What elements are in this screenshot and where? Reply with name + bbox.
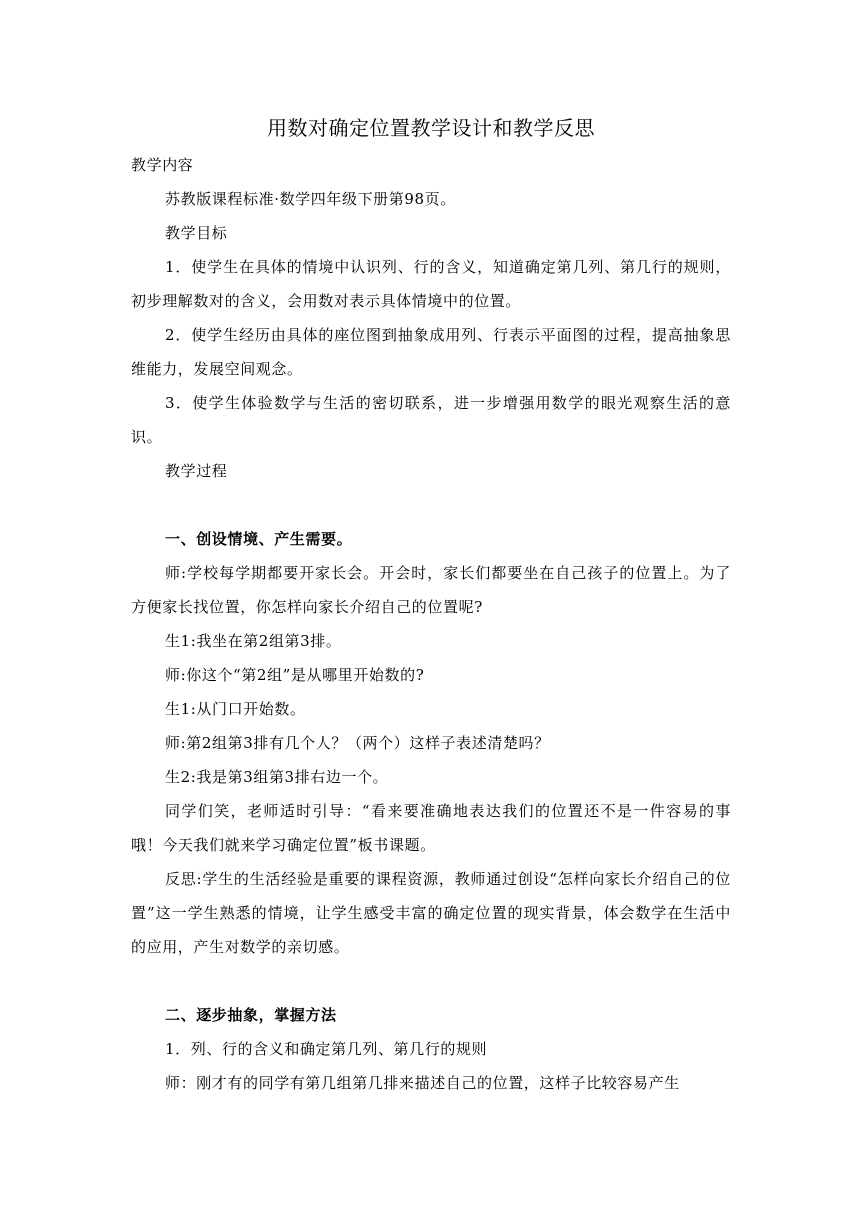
heading-part-2: 二、逐步抽象，掌握方法 xyxy=(165,1006,337,1024)
paragraph: 师:第2组第3排有几个人？（两个）这样子表述清楚吗？ xyxy=(165,734,550,752)
reflection-paragraph: 反思:学生的生活经验是重要的课程资源，教师通过创设“怎样向家长介绍自己的位置”这一学生熟悉的情境，让学生感受丰富的确定位置的现实背景，体会数学在生活中的应用，产生对数学的亲切感。 xyxy=(131,870,731,956)
document-title: 用数对确定位置教学设计和教学反思 xyxy=(267,116,595,140)
paragraph: 师:学校每学期都要开家长会。开会时，家长们都要坐在自己孩子的位置上。为了方便家长找位置，你怎样向家长介绍自己的位置呢? xyxy=(131,564,731,616)
objective-3: 3．使学生体验数学与生活的密切联系，进一步增强用数学的眼光观察生活的意识。 xyxy=(131,394,731,446)
objective-2: 2．使学生经历由具体的座位图到抽象成用列、行表示平面图的过程，提高抽象思维能力，发展空间观念。 xyxy=(131,326,731,378)
heading-part-1: 一、创设情境、产生需要。 xyxy=(165,530,353,548)
objective-1: 1．使学生在具体的情境中认识列、行的含义，知道确定第几列、第几行的规则，初步理解数对的含义，会用数对表示具体情境中的位置。 xyxy=(131,258,731,310)
subheading: 1．列、行的含义和确定第几列、第几行的规则 xyxy=(165,1040,488,1058)
section-label-process: 教学过程 xyxy=(165,462,228,480)
paragraph: 师:你这个“第2组”是从哪里开始数的? xyxy=(165,666,425,684)
paragraph: 生2:我是第3组第3排右边一个。 xyxy=(165,768,389,786)
paragraph: 生1:我坐在第2组第3排。 xyxy=(165,632,342,650)
paragraph: 师：刚才有的同学有第几组第几排来描述自己的位置，这样子比较容易产生 xyxy=(165,1074,680,1092)
section-label-content: 教学内容 xyxy=(131,156,194,174)
paragraph: 生1:从门口开始数。 xyxy=(165,700,306,718)
blank-line xyxy=(131,964,731,998)
document-body xyxy=(131,110,731,1100)
section-label-objectives: 教学目标 xyxy=(165,224,228,242)
paragraph-textbook: 苏教版课程标准·数学四年级下册第98页。 xyxy=(165,190,456,208)
blank-line xyxy=(131,488,731,522)
paragraph: 同学们笑，老师适时引导：“看来要准确地表达我们的位置还不是一件容易的事哦！今天我们就来学习确定位置”板书课题。 xyxy=(131,802,731,854)
